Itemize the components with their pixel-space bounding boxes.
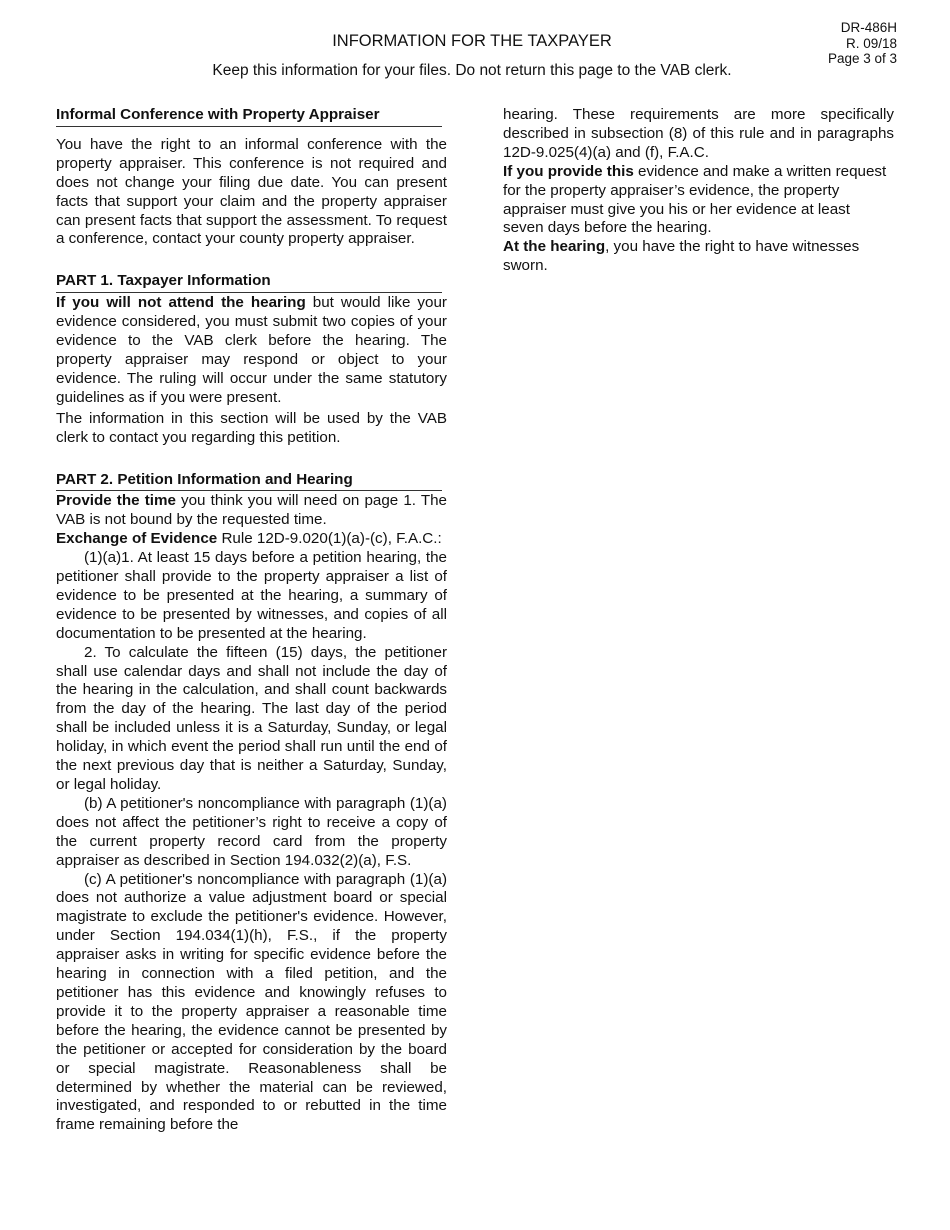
part2-bold-lead: Provide the time bbox=[56, 492, 176, 510]
page-title: INFORMATION FOR THE TAXPAYER bbox=[332, 32, 612, 50]
left-column bbox=[56, 106, 447, 1135]
part2-heading: PART 2. Petition Information and Hearing bbox=[56, 471, 442, 492]
exchange-evidence-label: Exchange of Evidence bbox=[56, 530, 218, 548]
form-number: DR-486H bbox=[840, 20, 897, 35]
at-hearing-paragraph: At the hearing, you have the right to have witnesses sworn. bbox=[503, 238, 860, 275]
informal-conference-heading: Informal Conference with Property Appraiser bbox=[56, 106, 442, 127]
rule-1b: (b) A petitioner's noncompliance with paragraph (1)(a) does not affect the petitioner’s right to receive a copy of the current property record card from the property appraiser as described in Section 194.032(2)(a), F.S. bbox=[56, 794, 447, 869]
part1-paragraph-2: The information in this section will be used by the VAB clerk to contact you regarding this petition. bbox=[56, 409, 447, 446]
informal-conference-text: You have the right to an informal conference with the property appraiser. This conference is not required and does not change your filing due date. You can present facts that support your claim and the property appraiser can present facts that support the assessment. To request a conference, contact your county property appraiser. bbox=[56, 135, 447, 248]
right-column bbox=[503, 106, 894, 276]
rule-1c: (c) A petitioner's noncompliance with paragraph (1)(a) does not authorize a value adjustment board or special magistrate to exclude the petitioner's evidence. However, under Section 194.034(1)(h), F.S., if the property appraiser asks in writing for specific evidence before the hearing in connection with a filed petition, and the petitioner has this evidence and knowingly refuses to provide it to the property appraiser a reasonable time before the hearing, the evidence cannot be presented by the petitioner or accepted for consideration by the board or special magistrate. Reasonableness shall be determined by whether the material can be reviewed, investigated, and responded to or rebutted in the time frame remaining before the bbox=[56, 870, 447, 1134]
at-hearing-lead: At the hearing bbox=[503, 238, 606, 256]
rule-1a2: 2. To calculate the fifteen (15) days, the petitioner shall use calendar days and shall not include the day of the hearing in the calculation, and shall count backwards from the day of the hearing. The last day of the period shall be included unless it is a Saturday, Sunday, or legal holiday, in which event the period shall run until the end of the next previous day that is neither a Saturday, Sunday, or legal holiday. bbox=[56, 643, 447, 793]
part1-paragraph-1: If you will not attend the hearing but would like your evidence considered, you must submit two copies of your evidence to the VAB clerk before the hearing. The property appraiser may respond or object to your evidence. The ruling will occur under the same statutory guidelines as if you were present. bbox=[56, 294, 447, 406]
provide-evidence-paragraph: If you provide this evidence and make a written request for the property appraiser’s evidence, the property appraiser must give you his or her evidence at least seven days before the hearing. bbox=[503, 162, 887, 237]
rule-continuation: hearing. These requirements are more specifically described in subsection (8) of this rule and in paragraphs 12D-9.025(4)(a) and (f), F.A.C. bbox=[503, 106, 894, 161]
provide-evidence-lead: If you provide this bbox=[503, 162, 634, 180]
part2-exchange-of-evidence: Exchange of Evidence Rule 12D-9.020(1)(a)-(c), F.A.C.: bbox=[56, 530, 442, 548]
part2-paragraph-1: Provide the time you think you will need on page 1. The VAB is not bound by the requested time. bbox=[56, 492, 447, 529]
page-subtitle: Keep this information for your files. Do not return this page to the VAB clerk. bbox=[212, 62, 732, 79]
form-revision: R. 09/18 bbox=[845, 35, 897, 51]
page-number: Page 3 of 3 bbox=[827, 51, 897, 66]
rule-1a1: (1)(a)1. At least 15 days before a petition hearing, the petitioner shall provide to the property appraiser a list of evidence to be presented at the hearing, a summary of evidence to be presented by witnesses, and copies of all documentation to be presented at the hearing. bbox=[56, 549, 447, 642]
part1-heading: PART 1. Taxpayer Information bbox=[56, 272, 442, 293]
part1-bold-lead: If you will not attend the hearing bbox=[56, 294, 306, 312]
